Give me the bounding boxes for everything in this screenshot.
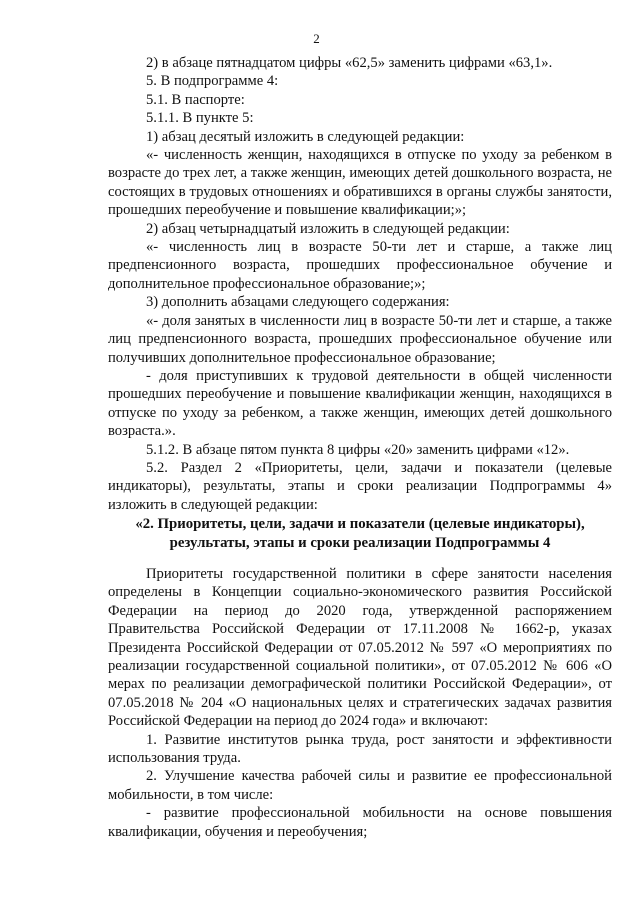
amendments-section bbox=[108, 54, 612, 514]
paragraph: «- численность женщин, находящихся в отпуске по уходу за ребенком в возрасте до трех лет, а также женщин, имеющих детей дошкольного возраста, не состоящих в трудовых отношениях и обратившихся в органы службы занятости, прошедших переобучение и повышение квалификации;»; bbox=[108, 147, 612, 219]
page-number: 2 bbox=[313, 31, 320, 46]
paragraph: «- численность лиц в возрасте 50-ти лет и старше, а также лиц предпенсионного возраста, прошедших профессиональное обучение и дополнительное профессиональное образование;»; bbox=[108, 239, 612, 292]
paragraph: - доля приступивших к трудовой деятельности в общей численности прошедших переобучение и повышение квалификации женщин, находящихся в отпуске по уходу за ребенком, а также женщин, имеющих детей дошкольного возраста.». bbox=[108, 367, 612, 440]
paragraph: 5.2. Раздел 2 «Приоритеты, цели, задачи и показатели (целевые индикаторы), результаты, этапы и сроки реализации Подпрограммы 4» изложить в следующей редакции: bbox=[108, 459, 612, 513]
paragraph: - развитие профессиональной мобильности на основе повышения квалификации, обучения и переобучения; bbox=[108, 805, 612, 840]
paragraph: 2) в абзаце пятнадцатом цифры «62,5» заменить цифрами «63,1». bbox=[146, 55, 553, 71]
paragraph: 5. В подпрограмме 4: bbox=[146, 73, 279, 90]
section-heading bbox=[108, 515, 612, 553]
paragraph: 2) абзац четырнадцатый изложить в следующей редакции: bbox=[146, 220, 510, 237]
heading-line-1: «2. Приоритеты, цели, задачи и показатели (целевые индикаторы), bbox=[135, 516, 585, 532]
paragraph: 3) дополнить абзацами следующего содержания: bbox=[146, 294, 450, 311]
heading-line-2: результаты, этапы и сроки реализации Подпрограммы 4 bbox=[169, 535, 551, 551]
paragraph: Приоритеты государственной политики в сфере занятости населения определены в Концепции социально-экономического развития Российской Федерации на период до 2020 года, утвержденной распоряжением Правительства Российской Федерации от 17.11.2008 № 1662-р, указах Президента Российской Федерации от 07.05.2012 № 597 «О мероприятиях по реализации государственной социальной политики», от 07.05.2012 № 606 «О мерах по реализации демографической политики Российской Федерации», от 07.05.2018 № 204 «О национальных целях и стратегических задачах развития Российской Федерации на период до 2024 года» и включают: bbox=[108, 566, 612, 730]
paragraph: 5.1. В паспорте: bbox=[146, 91, 245, 108]
paragraph: 1) абзац десятый изложить в следующей редакции: bbox=[146, 128, 465, 145]
paragraph: 5.1.1. В пункте 5: bbox=[146, 110, 254, 127]
paragraph: 2. Улучшение качества рабочей силы и развитие ее профессиональной мобильности, в том числе: bbox=[108, 768, 612, 803]
priorities-section bbox=[108, 565, 612, 841]
paragraph: 5.1.2. В абзаце пятом пункта 8 цифры «20» заменить цифрами «12». bbox=[146, 441, 570, 458]
paragraph: «- доля занятых в численности лиц в возрасте 50-ти лет и старше, а также лиц предпенсионного возраста, прошедших профессиональное обучение или получивших дополнительное профессиональное образование; bbox=[108, 312, 612, 366]
paragraph: 1. Развитие институтов рынка труда, рост занятости и эффективности использования труда. bbox=[108, 731, 612, 767]
